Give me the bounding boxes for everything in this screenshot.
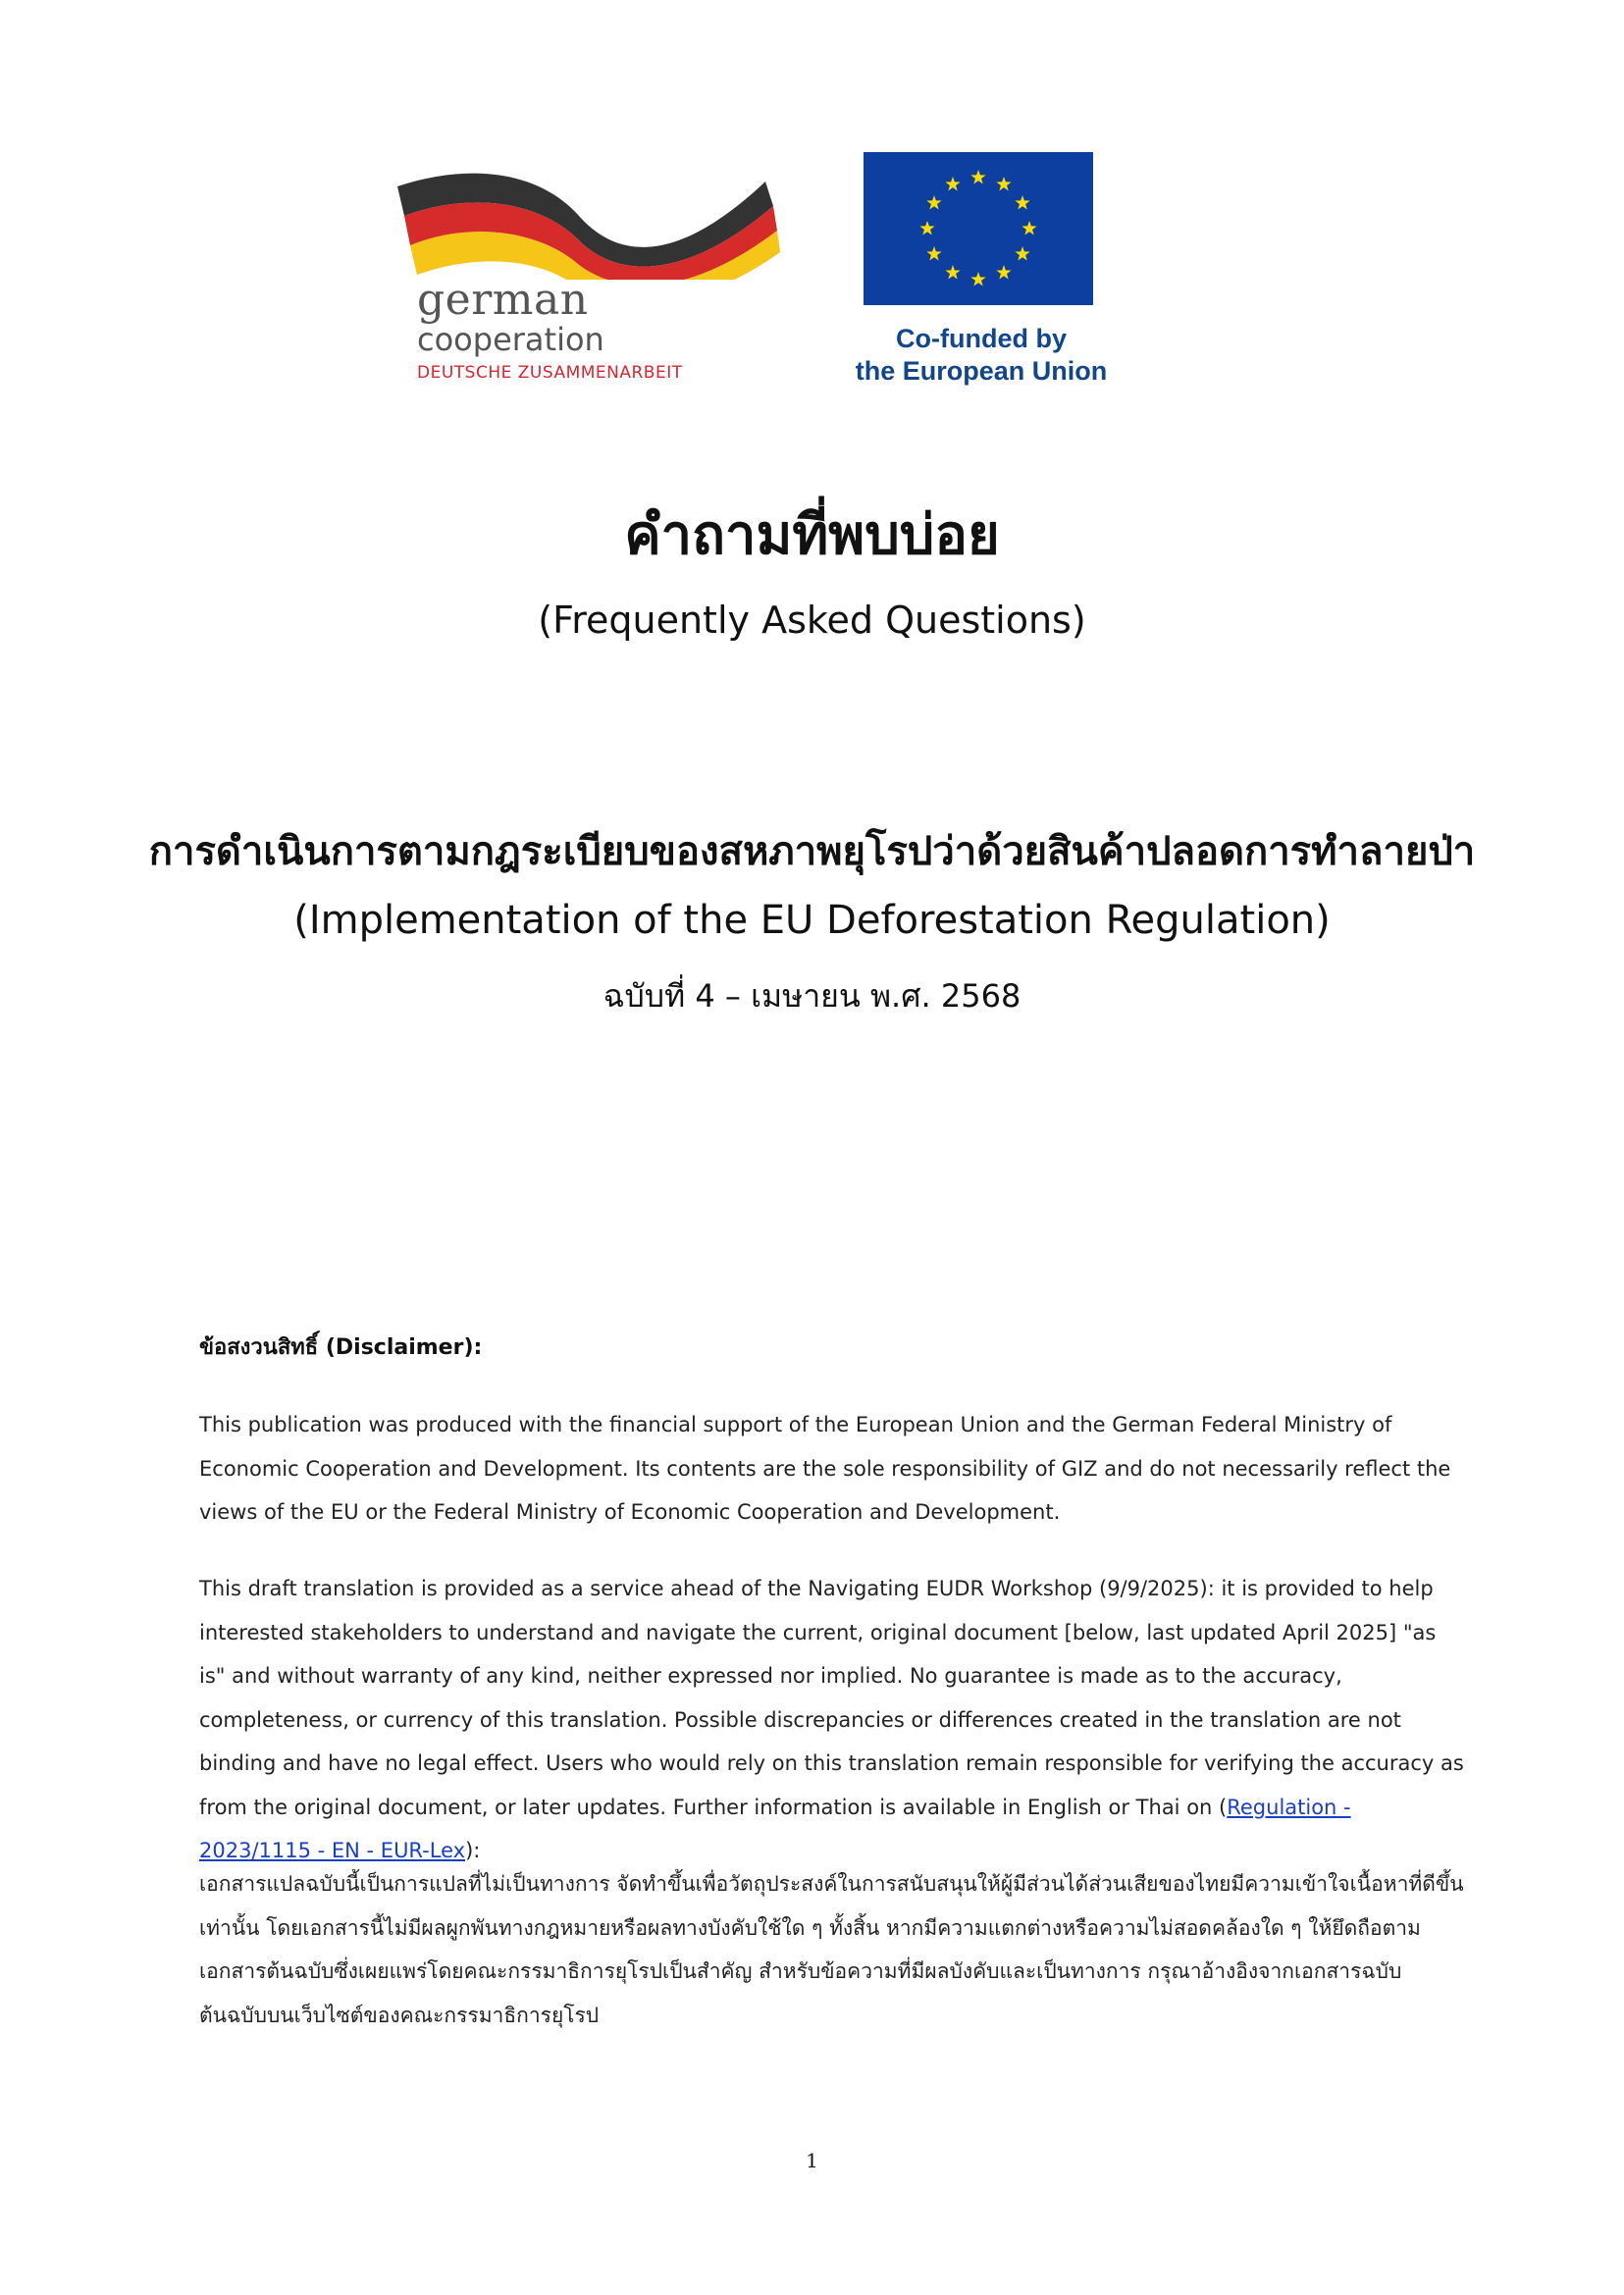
- document-subtitle-thai: การดำเนินการตามกฎระเบียบของสหภาพยุโรปว่าด้วยสินค้าปลอดการทำลายป่า: [148, 829, 1476, 874]
- eu-star-icon: [945, 265, 960, 279]
- eu-star-icon: [970, 170, 985, 183]
- logo-german-text: german: [417, 275, 589, 325]
- german-cooperation-logo: [393, 162, 785, 388]
- eu-flag-icon: [864, 152, 1093, 305]
- eu-star-icon: [945, 177, 960, 190]
- page-number: 1: [806, 2149, 818, 2172]
- paragraph-2-end: ):: [465, 1839, 481, 1862]
- eu-union-text: the European Union: [855, 356, 1108, 386]
- page-title: คำถามที่พบบ่อย: [624, 503, 1000, 567]
- eu-star-icon: [926, 195, 941, 209]
- document-subtitle-english: (Implementation of the EU Deforestation Regulation): [293, 898, 1331, 943]
- eu-star-icon: [1015, 246, 1029, 260]
- eu-star-icon: [1015, 195, 1029, 209]
- eu-star-icon: [919, 221, 934, 235]
- disclaimer-paragraph-2: [199, 1567, 1465, 1873]
- disclaimer-paragraph-thai: เอกสารแปลฉบับนี้เป็นการแปลที่ไม่เป็นทางการ จัดทำขึ้นเพื่อวัตถุประสงค์ในการสนับสนุนให้ผู้มีส่วนได้ส่วนเสียของไทยมีความเข้าใจเนื้อหาที่ดีขึ้นเท่านั้น โดยเอกสารนี้ไม่มีผลผูกพันทางกฎหมายหรือผลทางบังคับใช้ใด ๆ ทั้งสิ้น หากมีความแตกต่างหรือความไม่สอดคล้องใด ๆ ให้ยึดถือตามเอกสารต้นฉบับซึ่งเผยแพร่โดยคณะกรรมาธิการยุโรปเป็นสำคัญ สำหรับข้อความที่มีผลบังคับและเป็นทางการ กรุณาอ้างอิงจากเอกสารฉบับต้นฉบับบนเว็บไซต์ของคณะกรรมาธิการยุโรป: [199, 1872, 1464, 2027]
- eu-star-icon: [996, 265, 1011, 279]
- disclaimer-paragraph-1: This publication was produced with the financial support of the European Union and the German Federal Ministry of Economic Cooperation and Development. Its contents are the sole responsibility of GIZ and do not necessarily reflect the views of the EU or the Federal Ministry of Economic Cooperation and Development.: [199, 1413, 1451, 1524]
- eur-lex-link[interactable]: Regulation - 2023/1115 - EN - EUR-Lex: [199, 1795, 1351, 1862]
- german-flag-ribbon-icon: [393, 162, 785, 280]
- disclaimer-heading: ข้อสงวนสิทธิ์ (Disclaimer):: [199, 1335, 483, 1360]
- eu-star-icon: [996, 177, 1011, 190]
- logo-deutsche-text: DEUTSCHE ZUSAMMENARBEIT: [417, 363, 683, 383]
- eu-star-icon: [970, 272, 985, 286]
- paragraph-2-text: This draft translation is provided as a service ahead of the Navigating EUDR Workshop (9/9/2025): it is provided to help interested stakeholders to understand and navigate the current, original document [below, last updated April 2025] "as is" and without warranty of any kind, neither expressed nor implied. No guarantee is made as to the accuracy, completeness, or currency of this translation. Possible discrepancies or differences created in the translation are not binding and have no legal effect. Users who would rely on this translation remain responsible for verifying the accuracy as from the original document, or later updates. Further information is available in English or Thai on (: [199, 1577, 1464, 1819]
- logo-cooperation-text: cooperation: [417, 321, 604, 358]
- eu-star-icon: [926, 246, 941, 260]
- eu-cofunded-text: Co-funded by: [896, 324, 1067, 353]
- eu-star-icon: [1022, 221, 1036, 235]
- page-title-english: (Frequently Asked Questions): [538, 599, 1086, 642]
- edition-label: ฉบับที่ 4 – เมษายน พ.ศ. 2568: [602, 977, 1022, 1015]
